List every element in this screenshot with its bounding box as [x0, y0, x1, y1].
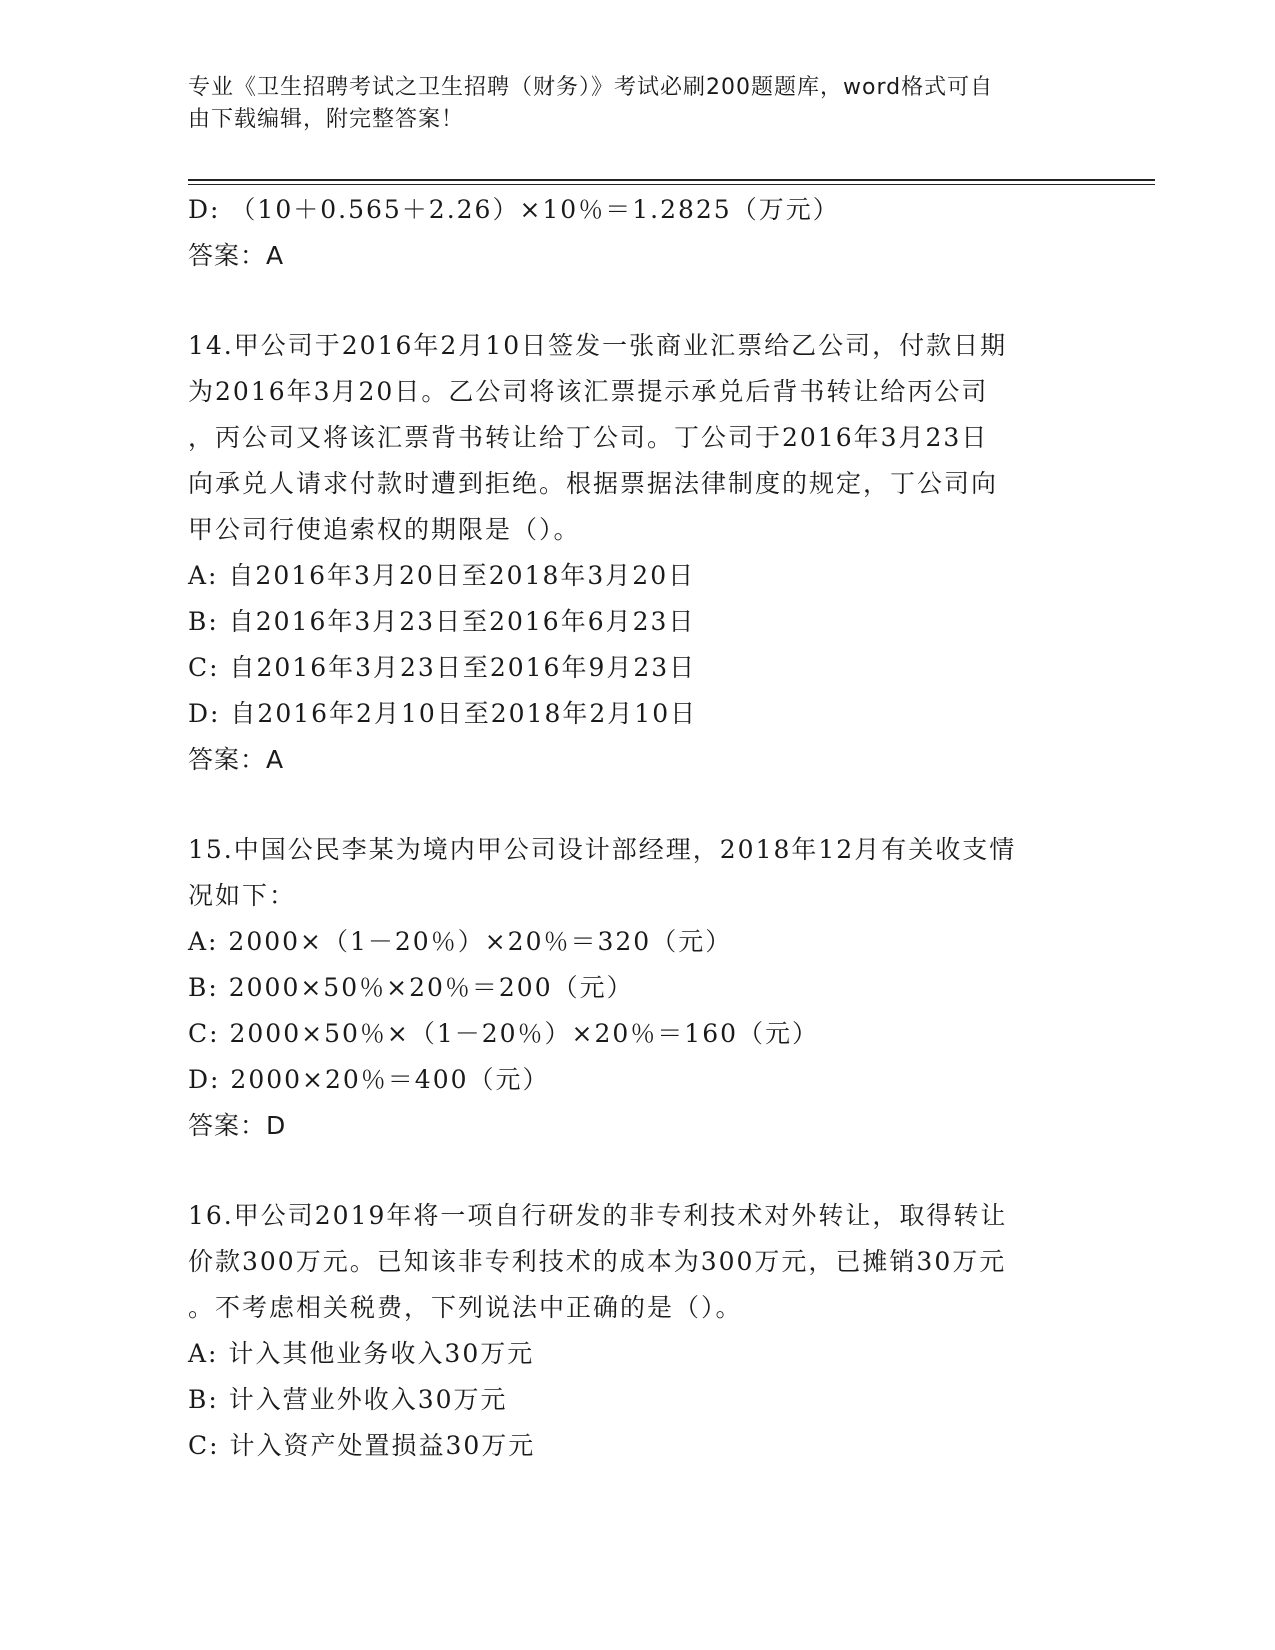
option-b: B: 自2016年3月23日至2016年6月23日 [188, 607, 696, 636]
spacer [188, 279, 1088, 323]
spacer [188, 783, 1088, 827]
option-d: D: 2000×20％＝400（元） [188, 1065, 550, 1094]
answer-line: 答案：D [188, 1111, 287, 1140]
option-b: B: 2000×50％×20％＝200（元） [188, 973, 634, 1002]
question-15 [188, 827, 1088, 1149]
question-stem-line: 为2016年3月20日。乙公司将该汇票提示承兑后背书转让给丙公司 [188, 377, 989, 406]
option-d: D: 自2016年2月10日至2018年2月10日 [188, 699, 698, 728]
header-divider-thick [188, 179, 1155, 181]
answer-line: 答案：A [188, 241, 285, 270]
question-stem-line: 甲公司行使追索权的期限是（）。 [188, 515, 581, 544]
page-header [188, 72, 1068, 136]
question-stem-line: ，丙公司又将该汇票背书转让给丁公司。丁公司于2016年3月23日 [188, 423, 989, 452]
option-c: C: 计入资产处置损益30万元 [188, 1431, 536, 1460]
answer-line: 答案：A [188, 745, 285, 774]
question-stem-line: 况如下： [188, 881, 297, 910]
option-b: B: 计入营业外收入30万元 [188, 1385, 508, 1414]
question-stem-line: 价款300万元。已知该非专利技术的成本为300万元，已摊销30万元 [188, 1247, 1007, 1276]
question-stem-line: 14.甲公司于2016年2月10日签发一张商业汇票给乙公司，付款日期 [188, 331, 1008, 360]
option-a: A: 2000×（1－20％）×20％＝320（元） [188, 927, 733, 956]
question-stem-line: 。不考虑相关税费，下列说法中正确的是（）。 [188, 1293, 743, 1322]
option-c: C: 自2016年3月23日至2016年9月23日 [188, 653, 697, 682]
option-d: D: （10＋0.565＋2.26）×10％＝1.2825（万元） [188, 195, 840, 224]
option-a: A: 计入其他业务收入30万元 [188, 1339, 535, 1368]
question-stem-line: 15.中国公民李某为境内甲公司设计部经理，2018年12月有关收支情 [188, 835, 1017, 864]
question-stem-line: 向承兑人请求付款时遭到拒绝。根据票据法律制度的规定，丁公司向 [188, 469, 999, 498]
question-16 [188, 1193, 1088, 1469]
question-list [188, 187, 1088, 1469]
question-stem-line: 16.甲公司2019年将一项自行研发的非专利技术对外转让，取得转让 [188, 1201, 1008, 1230]
header-divider-thin [188, 184, 1155, 185]
question-14 [188, 323, 1088, 783]
header-line-1: 专业《卫生招聘考试之卫生招聘（财务）》考试必刷200题题库，word格式可自 [188, 75, 994, 100]
option-a: A: 自2016年3月20日至2018年3月20日 [188, 561, 696, 590]
option-c: C: 2000×50％×（1－20％）×20％＝160（元） [188, 1019, 820, 1048]
spacer [188, 1149, 1088, 1193]
header-line-2: 由下载编辑，附完整答案！ [188, 107, 465, 132]
